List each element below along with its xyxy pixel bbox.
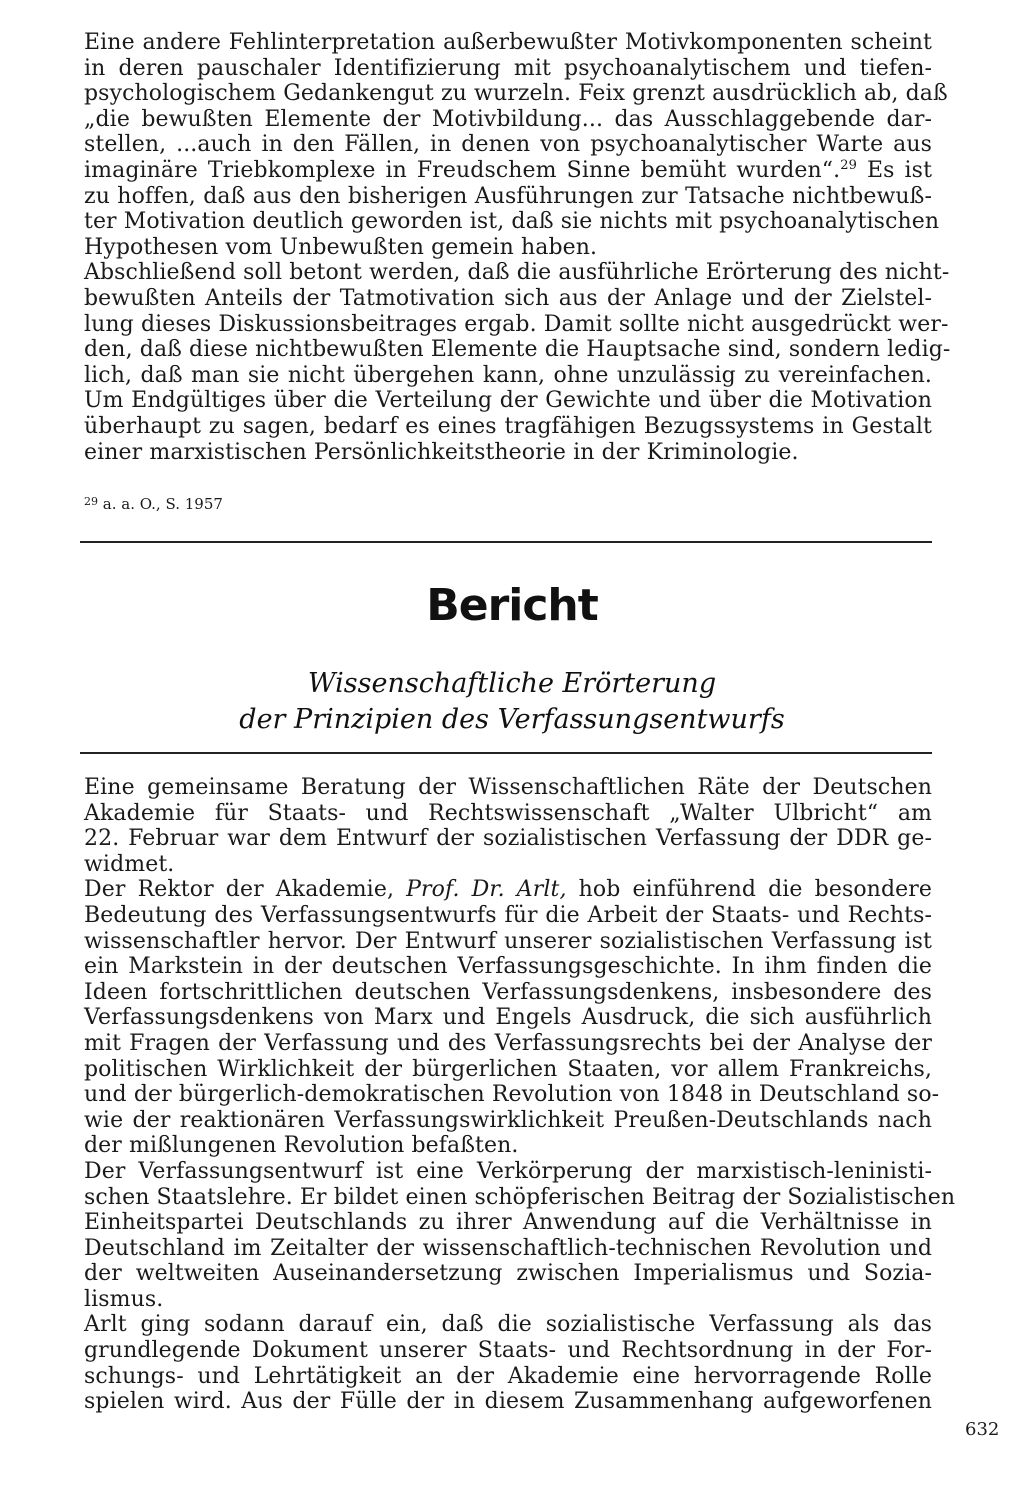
text-line: Arlt ging sodann darauf ein, daß die sozialistische Verfassung als das	[84, 1312, 932, 1338]
text-line: Einheitspartei Deutschlands zu ihrer Anwendung auf die Verhältnisse in	[84, 1210, 932, 1236]
article-subtitle-line-2: der Prinzipien des Verfassungsentwurfs	[239, 704, 785, 735]
text-line: lismus.	[84, 1286, 164, 1312]
text-line: spielen wird. Aus der Fülle der in diesem Zusammenhang aufgeworfenen	[84, 1389, 932, 1415]
text-line: den, daß diese nichtbewußten Elemente die Hauptsache sind, sondern ledig-	[84, 337, 951, 363]
text-line: Abschließend soll betont werden, daß die ausführliche Erörterung des nicht-	[84, 260, 950, 286]
text-line: psychologischem Gedankengut zu wurzeln. Feix grenzt ausdrücklich ab, daß	[84, 81, 948, 107]
text-line: Der Verfassungsentwurf ist eine Verkörperung der marxistisch-leninisti-	[84, 1158, 932, 1184]
body-text-continuation	[84, 30, 951, 465]
text-line: wie der reaktionären Verfassungswirklichkeit Preußen-Deutschlands nach	[84, 1107, 932, 1133]
text-line: ein Markstein in der deutschen Verfassungsgeschichte. In ihm finden die	[84, 954, 932, 980]
footnote-marker: 29	[840, 157, 857, 173]
text-line: Akademie für Staats- und Rechtswissenschaft „Walter Ulbricht“ am	[84, 800, 932, 826]
text-line-with-footnote	[84, 158, 932, 184]
rektor-tail: hob einführend die besondere	[566, 877, 932, 903]
text-line: politischen Wirklichkeit der bürgerlichen Staaten, vor allem Frankreichs,	[84, 1056, 932, 1082]
section-heading: Bericht	[426, 580, 598, 631]
footnote-number: 29	[84, 495, 98, 508]
text-line: in deren pauschaler Identifizierung mit psychoanalytischem und tiefen-	[84, 55, 932, 81]
report-body-text	[84, 775, 956, 1415]
text-line: schungs- und Lehrtätigkeit an der Akademie eine hervorragende Rolle	[84, 1363, 932, 1389]
text-line: Ideen fortschrittlichen deutschen Verfassungsdenkens, insbesondere des	[84, 979, 932, 1005]
text-line: Eine gemeinsame Beratung der Wissenschaftlichen Räte der Deutschen	[84, 775, 932, 800]
text-line: lung dieses Diskussionsbeitrages ergab. Damit sollte nicht ausgedrückt wer-	[84, 311, 949, 337]
text-line: Eine andere Fehlinterpretation außerbewußter Motivkomponenten scheint	[84, 30, 932, 55]
section-divider-top	[80, 541, 932, 543]
text-line: ter Motivation deutlich geworden ist, daß sie nichts mit psychoanalytischen	[84, 209, 940, 235]
text-line: der weltweiten Auseinandersetzung zwischen Imperialismus und Sozia-	[84, 1261, 932, 1287]
text-line: überhaupt zu sagen, bedarf es eines tragfähigen Bezugssystems in Gestalt	[84, 413, 932, 439]
page-number: 632	[965, 1419, 1000, 1440]
sentence-start: Es ist	[856, 157, 933, 183]
text-line: der mißlungenen Revolution befaßten.	[84, 1133, 519, 1159]
text-line: Um Endgültiges über die Verteilung der Gewichte und über die Motivation	[84, 388, 932, 414]
text-line: Verfassungsdenkens von Marx und Engels Ausdruck, die sich ausführlich	[84, 1005, 932, 1031]
text-line: lich, daß man sie nicht übergehen kann, ohne unzulässig zu vereinfachen.	[84, 362, 932, 388]
text-line: schen Staatslehre. Er bildet einen schöpferischen Beitrag der Sozialistischen	[84, 1184, 956, 1210]
text-line: einer marxistischen Persönlichkeitstheorie in der Kriminologie.	[84, 439, 799, 465]
text-line: mit Fragen der Verfassung und des Verfassungsrechts bei der Analyse der	[84, 1030, 932, 1056]
footnote	[84, 494, 223, 514]
text-line: Bedeutung des Verfassungsentwurfs für die Arbeit der Staats- und Rechts-	[84, 902, 932, 928]
rektor-intro: Der Rektor der Akademie,	[84, 877, 407, 903]
quote-end: imaginäre Triebkomplexe in Freudschem Sinne bemüht wurden“.	[84, 157, 841, 183]
text-line: bewußten Anteils der Tatmotivation sich aus der Anlage und der Zielstel-	[84, 285, 932, 311]
text-line: 22. Februar war dem Entwurf der sozialistischen Verfassung der DDR ge-	[84, 826, 932, 852]
text-line: widmet.	[84, 851, 175, 877]
text-line: zu hoffen, daß aus den bisherigen Ausführungen zur Tatsache nichtbewuß-	[84, 183, 932, 209]
text-line: stellen, ...auch in den Fällen, in denen von psychoanalytischer Warte aus	[84, 132, 932, 158]
text-line: Hypothesen vom Unbewußten gemein haben.	[84, 234, 598, 260]
footnote-text: a. a. O., S. 1957	[98, 495, 223, 513]
text-line: grundlegende Dokument unserer Staats- und Rechtsordnung in der For-	[84, 1338, 932, 1364]
text-line: „die bewußten Elemente der Motivbildung... das Ausschlaggebende dar-	[84, 106, 932, 132]
section-divider-bottom	[80, 752, 932, 754]
text-line: wissenschaftler hervor. Der Entwurf unserer sozialistischen Verfassung ist	[84, 928, 932, 954]
rektor-name: Prof. Dr. Arlt,	[406, 877, 567, 903]
article-subtitle-line-1: Wissenschaftliche Erörterung	[307, 668, 717, 699]
text-line: Deutschland im Zeitalter der wissenschaftlich-technischen Revolution und	[84, 1235, 932, 1261]
text-line: und der bürgerlich-demokratischen Revolution von 1848 in Deutschland so-	[84, 1082, 940, 1108]
text-line-with-name	[84, 877, 932, 903]
